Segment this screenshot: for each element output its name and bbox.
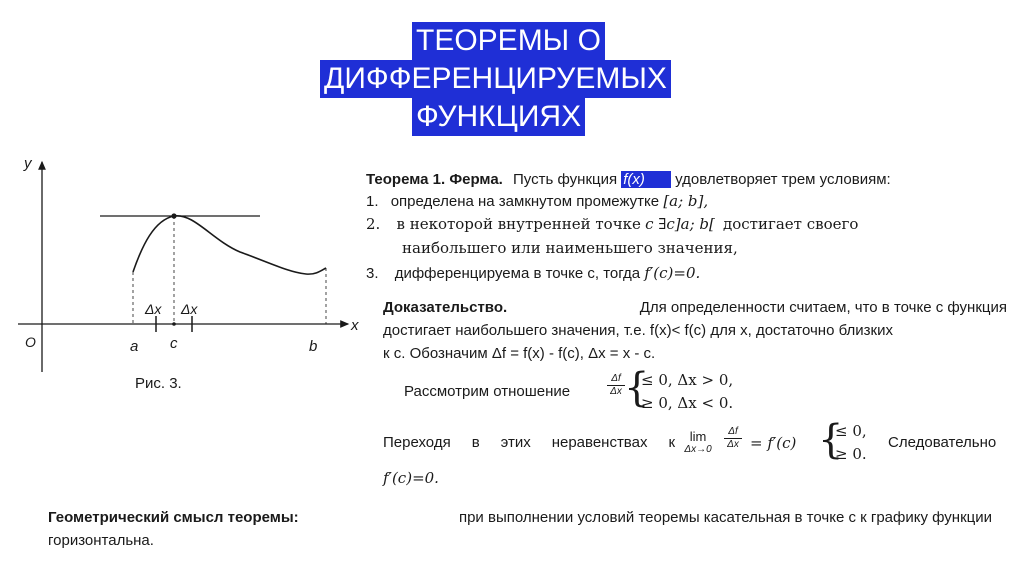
origin-label: O [25, 334, 36, 350]
dx-left-label: Δx [145, 301, 162, 317]
function-curve [133, 216, 326, 274]
geometric-line-1: Геометрический смысл теоремы: при выполнении условий теоремы касательная в точке c к графику функции [48, 509, 992, 526]
proof-line-1: Доказательство. Для определенности считаем, что в точке c функция [383, 299, 1007, 316]
theorem-heading [366, 170, 891, 190]
limit-expression: lim Δx→0 [684, 429, 712, 455]
passing-text: Переходя в этих неравенствах к [383, 434, 675, 451]
cases-brace: { [624, 365, 650, 411]
title-line-2: ДИФФЕРЕНЦИРУЕМЫХ [320, 60, 671, 98]
geometric-line-2: горизонтальна. [48, 532, 154, 549]
y-axis-label: y [24, 155, 32, 172]
dx-right-label: Δx [181, 301, 198, 317]
result-text: f′(c)=0. [383, 469, 439, 487]
title-line-3: ФУНКЦИЯХ [412, 98, 585, 136]
case-2: ≥ 0, Δx < 0. [641, 394, 734, 412]
proof-line-2: достигает наибольшего значения, т.е. f(x)< f(c) для x, достаточно близких [383, 322, 893, 339]
condition-2: 2. в некоторой внутренней точке c ∃c]a; b[ достигает своего [366, 215, 859, 233]
theorem-intro: Пусть функция [513, 171, 618, 188]
condition-3: 3. дифференцируема в точке c, тогда f′(c)=0. [366, 264, 701, 282]
c-label: c [170, 335, 178, 352]
a-label: a [130, 338, 139, 355]
c-point [172, 322, 176, 326]
title-line-1: ТЕОРЕМЫ О [412, 22, 605, 60]
eq-fprime: = f′(c) [750, 434, 797, 452]
geometric-heading: Геометрический смысл теоремы: [48, 509, 299, 526]
condition-2-cont: наибольшего или наименьшего значения, [402, 239, 738, 257]
b-label: b [309, 338, 318, 355]
limit-case-1: ≤ 0, [835, 422, 867, 440]
proof-line-3: к c. Обозначим Δf = f(x) - f(c), Δx = x - c. [383, 345, 656, 362]
hence-text: Следовательно [888, 434, 997, 451]
theorem-title: Теорема 1. Ферма. [366, 171, 503, 188]
limit-case-2: ≥ 0. [835, 445, 867, 463]
condition-1: 1. определена на замкнутом промежутке [a; b], [366, 192, 709, 210]
limit-fraction: $\frac{\Delta f}{\Delta x}$ [724, 426, 742, 451]
theorem-conditions-intro: удовлетворяет трем условиям: [675, 171, 891, 188]
ratio-fraction: $\frac{\Delta f}{\Delta x}$ [607, 373, 625, 398]
case-1: ≤ 0, Δx > 0, [641, 371, 734, 389]
x-axis-label: x [351, 317, 359, 334]
figure-caption: Рис. 3. [135, 375, 182, 392]
limit-cases-brace: { [818, 417, 844, 463]
consider-text: Рассмотрим отношение [404, 383, 571, 400]
fx-highlight: f(x) [621, 171, 671, 188]
proof-heading: Доказательство. [383, 299, 508, 316]
